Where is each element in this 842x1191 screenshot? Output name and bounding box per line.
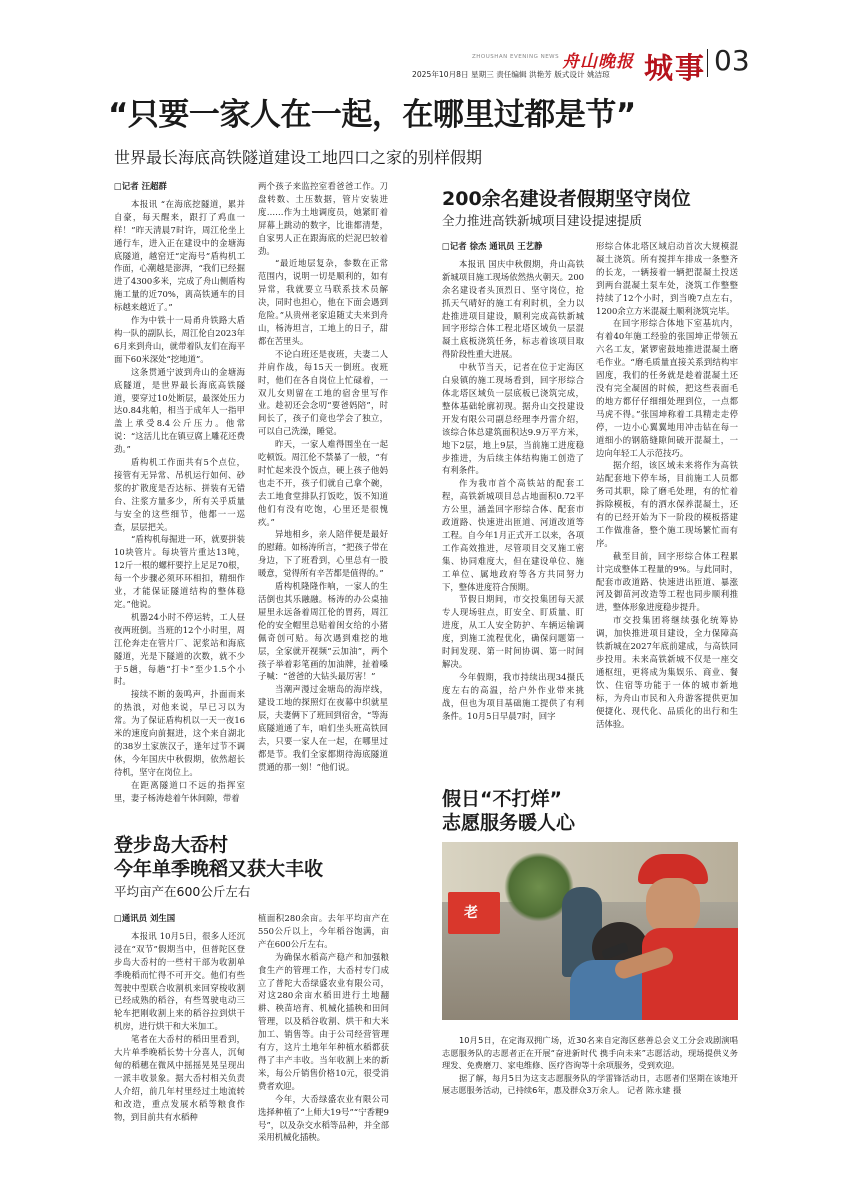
paragraph: 今年，大岙绿盛农业有限公司选择种植了“上师大19号”“宁香粳9号”，以及杂交水稻等品种，并全部采用机械化插秧。	[258, 1093, 389, 1143]
paragraph: 节假日期间，市交投集团每天派专人现场驻点，盯安全、盯质量、盯进度，从工人安全防护、车辆运输调度，到施工流程优化，确保问题第一时间发现、第一时间协调、第一时间解决。	[442, 594, 584, 669]
page-number: 03	[714, 44, 750, 77]
lead-subhead: 世界最长海底高铁隧道建设工地四口之家的别样假期	[114, 148, 483, 167]
story2-column-2	[596, 240, 738, 740]
story3-headline-1: 登步岛大岙村	[114, 834, 229, 856]
paragraph: 形综合体北塔区域启动首次大规模混凝土浇筑。所有搅拌车排成一条整齐的长龙，一辆接着一辆把混凝土投送到两台混凝土泵车处，浇筑工作整整持续了12个小时，到当晚7点左右，1200余立方米混凝土顺利浇筑完毕。	[596, 241, 738, 316]
story4-headline-1: 假日“不打烊”	[442, 788, 562, 810]
paragraph: 在回字形综合体地下室基坑内，有着40年施工经验的张国坤正带领五六名工友，紧锣密鼓地推进混凝土磨毛作业。“磨毛质量直接关系到结构牢固度，我们的任务就是趁着混凝土还没有完全凝固的时候，把这些表面毛的地方都仔仔细细处理到位，一点都马虎不得。”张国坤称着工具精走走停停，一边小心翼翼地用冲击钻在每一道细小的钢筋缝隙间破开混凝土，一边向年轻工人示范技巧。	[596, 318, 738, 458]
paragraph: 两个孩子来监控室看爸爸工作。刀盘转数、土压数据，管片安装进度……作为土地调度员，她紧盯着屏幕上跳动的数字，比谁都清楚，自家男人正在跟海底的烂泥巴较着劲。	[258, 181, 388, 256]
paragraph: 在距离隧道口不远的指挥室里，妻子杨涛趁着午休间隙，带着	[114, 779, 245, 803]
story3-column-1	[114, 912, 245, 1132]
paragraph: 植面积280余亩。去年平均亩产在550公斤以上，今年稻谷饱满，亩产在600公斤左右。	[258, 913, 389, 949]
paragraph: 为确保水稻高产稳产和加强粮食生产的管理工作，大岙村专门成立了普陀大岙绿盛农业有限公司，对这280余亩水稻田进行土地翻耕、秧苗培育、机械化插秧和田间管理，以及稻谷收割、烘干和大米加工、销售等。由于公司经营管理有方，这片土地年年种植水稻都获得了丰产丰收。当年收割上来的新米，每公斤销售价格10元，很受消费者欢迎。	[258, 951, 389, 1091]
paragraph: 市交投集团将继续强化统筹协调，加快推进项目建设，全力保障高铁新城在2027年底前建成，与高铁同步投用。未来高铁新城不仅是一座交通枢纽，更将成为集娱乐、商业、餐饮、住宿等功能于一体的城市新地标，为舟山市民和入舟游客提供更加便捷化、现代化、品质化的出行和生活体验。	[596, 615, 738, 729]
paragraph: 这条贯通宁波到舟山的金塘海底隧道，是世界最长海底高铁隧道，要穿过10处断层，最深处压力达0.84兆帕，相当于成年人一指甲盖上承受8.4公斤压力。他常说：“这活儿比在镇豆腐上雕花还费劲。”	[114, 366, 245, 455]
story2-headline: 200余名建设者假期坚守岗位	[442, 188, 691, 210]
paragraph: “盾构机每掘进一环，就要拼装10块管片。每块管片重达13吨，12斤一根的螺杆要拧上足足70根，每一个步骤必须环环相扣，精细作业，才能保证隧道结构的整体稳定。”他说。	[114, 534, 245, 609]
masthead	[0, 0, 842, 90]
paragraph: 当潮声漫过金塘岛的海岸线，建设工地的探照灯在夜幕中织就星辰，夫妻俩下了班回到宿舍，“等海底隧道通了车，咱们坐头班高铁回去，只要一家人在一起，在哪里过都是节。我们全家都期待海底隧道贯通的那一刻！”他们说。	[258, 684, 388, 772]
caption-paragraph: 10月5日，在定海双拥广场，近30名来自定海区慈善总会义工分会戏剧演唱志愿服务队的志愿者正在开展“奋进新时代 携手向未来”志愿活动，现场提供义务理发、免费磨刀、家电维修、医疗咨询等十余项服务，受到欢迎。	[442, 1035, 738, 1071]
paragraph: 昨天，一家人难得围坐在一起吃顿饭。周江伦不禁暴了一般，“有时忙起来没个饭点，硬上孩子他妈也走不开，孩子们就自己拿个碗，去工地食堂排队打饭吃，饭不知道他们有没有吃饱，心里还是很愧疚。”	[258, 439, 388, 527]
date-line: 2025年10月8日 星期三 责任编辑 洪艳芳 版式设计 姚洁琼	[412, 70, 610, 79]
story3-byline: □通讯员 刘生国	[114, 913, 176, 923]
paragraph: 截至目前，回字形综合体工程累计完成整体工程量的9%。与此同时，配套市政道路、快速进出匝道、暴涨河及御苗河改造等工程也同步顺利推进，整体形象进度稳步提升。	[596, 550, 738, 613]
photo-banner-text: 老	[464, 905, 478, 921]
story4-headline-2: 志愿服务暖人心	[442, 812, 576, 834]
paper-en-name: ZHOUSHAN EVENING NEWS	[472, 54, 560, 60]
paragraph: 接续不断的轰鸣声，扑面而来的热浪，对他来说，早已习以为常。为了保证盾构机以一天一夜16米的速度向前掘进，这个来自湖北的38岁土家族汉子，逢年过节不调休，今年国庆中秋假期，依然超长待机，坚守在岗位上。	[114, 689, 245, 777]
paper-logo: 舟山晚报	[562, 52, 634, 72]
story3-subhead: 平均亩产在600公斤左右	[114, 884, 251, 899]
story3-column-2	[258, 912, 389, 1143]
photo-volunteer-face	[646, 878, 700, 934]
paragraph: 今年假期，我市持续出现34摄氏度左右的高温，给户外作业带来挑战，但也为项目基础施工提供了有利条件。10月5日早晨7时，回字	[442, 671, 584, 721]
lead-column-1	[114, 180, 245, 803]
paragraph: 本报讯 10月5日，很多人还沉浸在“双节”假期当中，但普陀区登步岛大岙村的一些村干部为收割单季晚稻而忙得不可开交。他们有些驾驶中型联合收割机来回穿梭收割已经成熟的稻谷，有些驾驶电动三轮车把刚收割上来的稻谷拉到烘干机房，进行烘干和大米加工。	[114, 930, 245, 1032]
paragraph: 本报讯 国庆中秋假期，舟山高铁新城项目施工现场依然热火朝天。200余名建设者头顶烈日、坚守岗位，抢抓天气晴好的施工有利时机，全力以赴推进项目建设，顺利完成高铁新城回字形综合体工程北塔区域负一层混凝土底板浇筑任务，标志着该项目取得阶段性重大进展。	[442, 258, 584, 360]
paragraph: 机器24小时不停运转，工人昼夜两班倒。当班的12个小时里，周江伦奔走在管片厂、泥浆站和海底隧道，光是下隧道的次数，就不少于5趟，每趟“打卡”至少1.5个小时。	[114, 611, 245, 687]
lead-byline: □记者 汪超群	[114, 181, 167, 191]
story2-byline: □记者 徐杰 通讯员 王艺静	[442, 241, 543, 251]
paragraph: 盾构机工作面共有5个点位，接管有无异常、吊机运行如何、砂浆的扩散度是否达标、拼装有无错台、注浆方量多少，所有关乎质量与安全的这些细节，他都一一巡查，层层把关。	[114, 457, 245, 532]
volunteer-photo	[442, 842, 738, 1020]
paragraph: “最近地层复杂，参数在正常范围内，说明一切是顺利的，如有异常，我就要立马联系技术员解决，同时也担心，他在下面会遇到危险。”从贵州老家追随丈夫来到舟山，杨涛坦言，工地上的日子，甜都在苦里头。	[258, 258, 388, 346]
lead-headline: “只要一家人在一起，在哪里过都是节”	[108, 97, 636, 133]
masthead-divider	[707, 49, 708, 77]
lead-column-2	[258, 180, 388, 772]
paragraph: 不论白班还是夜班，夫妻二人并肩作战，每15天一倒班。夜班时，他们在各自岗位上忙碌着，一双儿女则留在工地的宿舍里写作业。趁初还会念叨“要爸妈陪”，时间长了，孩子们竟也学会了独立，可以自己洗澡，睡觉。	[258, 348, 388, 437]
paragraph: 盾构机隆隆作响，一家人的生活倒也其乐融融。杨涛的办公桌抽屉里永远备着周江伦的胃药，周江伦的安全帽里总贴着闺女给的小猪佩奇创可贴。每次遇到难挖的地层，全家就开视频“云加油”，两个孩子举着彩笔画的加油牌，扯着嗓子喊：“爸爸的大钻头最厉害！”	[258, 581, 388, 682]
paragraph: 本报讯 “在海底挖隧道，累并自豪，每天醒来，跟打了鸡血一样！”昨天清晨7时许，周江伦坐上通行车，进入正在建设中的金塘海底隧道，越窑迁“定海号”盾构机工作面，心潮越是澎湃，“我们已经掘进了4300多米，完成了舟山侧盾构施工量的近70%，离高铁通车的目标越来越近了。”	[114, 198, 245, 313]
photo-volunteer-vest	[642, 928, 738, 1020]
story2-column-1	[442, 240, 584, 740]
caption-paragraph: 据了解，每月5日为这支志愿服务队的学雷锋活动日，志愿者们坚期在该地开展志愿服务活动，已持续6年，惠及群众3万余人。 记者 陈永建 摄	[442, 1072, 738, 1096]
paragraph: 笔者在大岙村的稻田里看到，大片单季晚稻长势十分喜人，沉甸甸的稻穗在微风中摇摇晃晃呈现出一派丰收景象。据大岙村相关负责人介绍，前几年村里经过土地流转和改造，重点发展水稻等粮食作物，到目前共有水稻种	[114, 1034, 245, 1122]
paragraph: 作为我市首个高铁站的配套工程，高铁新城项目总占地面积0.72平方公里，涵盖回字形综合体、配套市政道路、快速进出匝道、河道改道等工程。自今年1月正式开工以来，各项工作高效推进，尽管项目交叉施工密集、协同难度大，但在建设单位、施工单位、属地政府等各方共同努力下，整体进度符合预期。	[442, 478, 584, 592]
paragraph: 异地相乡，亲人陪伴便是最好的慰藉。如杨涛所言，“把孩子带在身边，下了班看到，心里总有一股暖意，觉得所有辛苦都是值得的。”	[258, 529, 388, 579]
section-name: 城事	[644, 51, 707, 85]
paragraph: 据介绍，该区域未来将作为高铁站配套地下停车场，目前施工人员都务司其职，除了磨毛处理，有的忙着拆除模板，有的洒水保养混凝土，还有的已经开始为下一阶段的模板搭建工作做准备，整个施工现场繁忙而有序。	[596, 460, 738, 548]
story2-subhead: 全力推进高铁新城项目建设提速提质	[442, 213, 643, 228]
paragraph: 作为中铁十一局甬舟铁路大盾构一队的副队长，周江伦自2023年6月来到舟山，就带着队友们在海平面下60米深处“挖地道”。	[114, 315, 245, 364]
story4-caption	[442, 1034, 738, 1097]
paragraph: 中秋节当天，记者在位于定海区白泉镇的施工现场看到，回字形综合体北塔区域负一层底板已浇筑完成，整体基础轮廓初现。据舟山交投建设开发有限公司副总经理李丹雷介绍，该综合体总建筑面积达9.9万平方米，地下2层，地上9层，当前施工进度稳步推进，为后续主体结构施工创造了有利条件。	[442, 362, 584, 476]
story3-headline-2: 今年单季晚稻又获大丰收	[114, 858, 324, 880]
